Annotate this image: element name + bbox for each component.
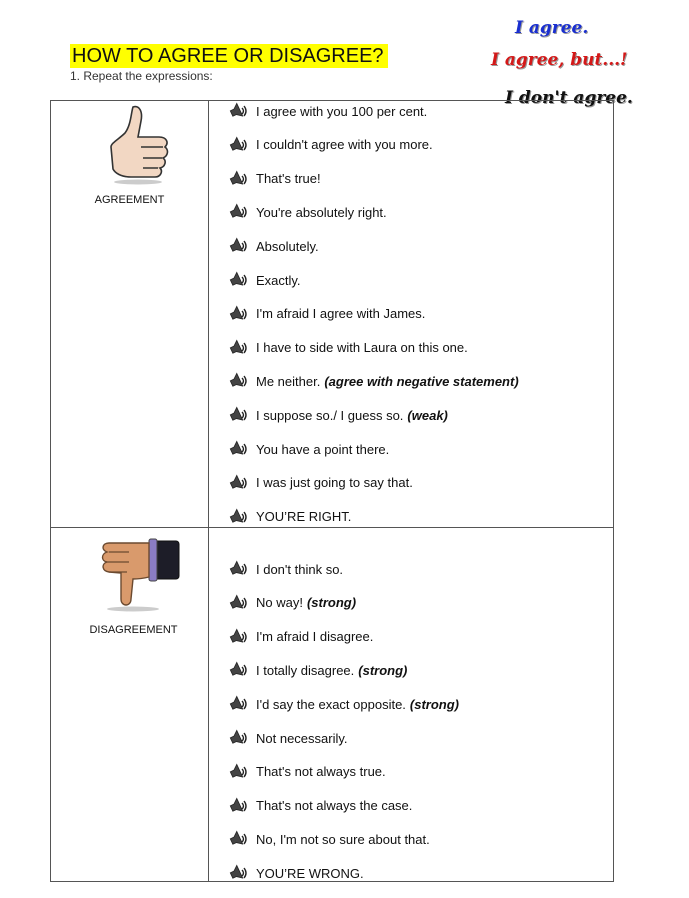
phrase-item — [229, 270, 301, 290]
instruction-text: 1. Repeat the expressions: — [70, 69, 213, 83]
phrase-item — [229, 507, 351, 527]
agreement-label: AGREEMENT — [94, 194, 165, 206]
phrase-text: I suppose so./ I guess so. — [256, 407, 404, 423]
phrase-text: Absolutely. — [256, 238, 319, 254]
phrase-note: (strong) — [358, 662, 408, 678]
speaker-icon[interactable] — [229, 474, 249, 492]
speaker-icon[interactable] — [229, 628, 249, 646]
phrase-item — [229, 439, 389, 459]
phrase-note: (strong) — [409, 696, 460, 712]
phrase-text: YOU’RE WRONG. — [256, 865, 364, 881]
phrase-item — [229, 627, 373, 647]
phrase-text: That's not always true. — [256, 764, 386, 780]
phrase-text: I agree with you 100 per cent. — [256, 103, 428, 119]
phrase-item — [229, 762, 386, 782]
speaker-icon[interactable] — [229, 763, 249, 781]
speaker-icon[interactable] — [229, 271, 249, 289]
row-divider — [51, 527, 613, 528]
logo-line-dont-agree: I don't agree. — [505, 88, 633, 108]
phrase-item — [229, 694, 459, 714]
thumbs-down-icon — [97, 533, 183, 613]
column-divider — [208, 101, 209, 881]
agree-logo — [487, 12, 647, 112]
phrase-text: I have to side with Laura on this one. — [256, 340, 468, 356]
phrase-item — [229, 796, 412, 816]
speaker-icon[interactable] — [229, 661, 249, 679]
speaker-icon[interactable] — [229, 372, 249, 390]
speaker-icon[interactable] — [229, 594, 249, 612]
phrase-note: (strong) — [306, 595, 357, 611]
phrase-item — [229, 660, 407, 680]
logo-line-agree: I agree. — [515, 18, 589, 38]
phrase-item — [229, 863, 364, 883]
phrase-text: I couldn't agree with you more. — [256, 137, 433, 153]
speaker-icon[interactable] — [229, 695, 249, 713]
phrase-text: That's not always the case. — [256, 798, 413, 814]
phrase-text: I'm afraid I disagree. — [256, 629, 374, 645]
phrase-item — [229, 473, 413, 493]
phrase-item — [229, 338, 468, 358]
phrase-text: That's true! — [256, 171, 321, 187]
phrase-text: You're absolutely right. — [256, 204, 387, 220]
speaker-icon[interactable] — [229, 305, 249, 323]
speaker-icon[interactable] — [229, 136, 249, 154]
disagreement-label: DISAGREEMENT — [89, 624, 178, 636]
phrase-item — [229, 101, 427, 121]
phrase-text: Not necessarily. — [256, 730, 348, 746]
speaker-icon[interactable] — [229, 560, 249, 578]
phrase-item — [229, 829, 430, 849]
speaker-icon[interactable] — [229, 102, 249, 120]
phrase-item — [229, 559, 343, 579]
speaker-icon[interactable] — [229, 339, 249, 357]
phrase-item — [229, 593, 356, 613]
phrase-item — [229, 371, 519, 391]
speaker-icon[interactable] — [229, 440, 249, 458]
phrase-text: I was just going to say that. — [256, 475, 413, 491]
page-title: HOW TO AGREE OR DISAGREE? — [70, 44, 388, 68]
speaker-icon[interactable] — [229, 864, 249, 882]
phrase-text: No way! — [256, 595, 303, 611]
phrase-text: I'd say the exact opposite. — [256, 696, 406, 712]
phrase-text: You have a point there. — [256, 441, 390, 457]
speaker-icon[interactable] — [229, 797, 249, 815]
phrase-text: I don't think so. — [256, 561, 344, 577]
speaker-icon[interactable] — [229, 508, 249, 526]
phrase-item — [229, 405, 448, 425]
speaker-icon[interactable] — [229, 830, 249, 848]
thumbs-up-icon — [105, 103, 171, 185]
speaker-icon[interactable] — [229, 203, 249, 221]
phrase-item — [229, 169, 321, 189]
expressions-table — [50, 100, 614, 882]
phrase-note: (agree with negative statement) — [324, 373, 519, 389]
logo-line-agree-but: I agree, but...! — [491, 50, 628, 70]
phrase-item — [229, 728, 348, 748]
phrase-text: Exactly. — [256, 272, 301, 288]
phrase-text: I'm afraid I agree with James. — [256, 306, 426, 322]
speaker-icon[interactable] — [229, 237, 249, 255]
phrase-text: Me neither. — [256, 373, 321, 389]
phrase-item — [229, 202, 387, 222]
phrase-note: (weak) — [407, 407, 448, 423]
speaker-icon[interactable] — [229, 406, 249, 424]
phrase-item — [229, 236, 319, 256]
phrase-text: I totally disagree. — [256, 662, 355, 678]
speaker-icon[interactable] — [229, 170, 249, 188]
phrase-text: YOU’RE RIGHT. — [256, 509, 352, 525]
phrase-text: No, I'm not so sure about that. — [256, 831, 430, 847]
phrase-item — [229, 135, 433, 155]
speaker-icon[interactable] — [229, 729, 249, 747]
phrase-item — [229, 304, 425, 324]
